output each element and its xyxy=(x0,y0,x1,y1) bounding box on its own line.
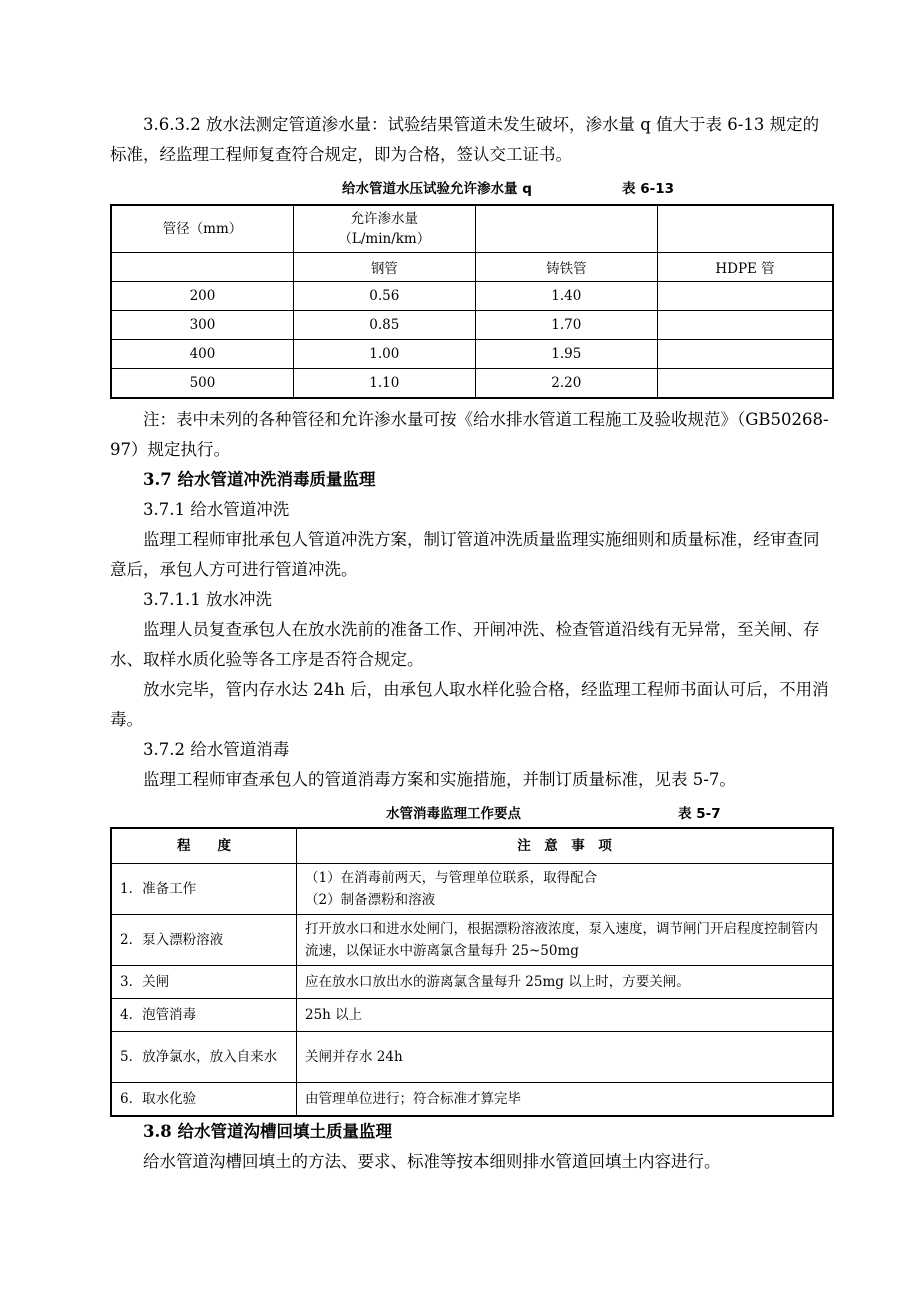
disinfection-table xyxy=(110,827,834,1117)
document-page xyxy=(110,110,834,1177)
section-372-paragraph: 监理工程师审查承包人的管道消毒方案和实施措施，并制订质量标准，见表 5-7。 xyxy=(143,770,736,789)
table-row: 6．取水化验 由管理单位进行；符合标准才算完毕 xyxy=(111,1083,833,1117)
header-allowed-seepage: 允许渗水量 （L/min/km） xyxy=(293,205,475,253)
section-38-heading: 3.8 给水管道沟槽回填土质量监理 xyxy=(143,1122,392,1141)
table1-caption xyxy=(110,170,834,204)
section-371-paragraph: 监理工程师审批承包人管道冲洗方案，制订管道冲洗质量监理实施细则和质量标准，经审查同意后，承包人方可进行管道冲洗。 xyxy=(110,530,820,579)
table-row: 200 0.56 1.40 xyxy=(111,282,833,311)
subheader-empty xyxy=(111,253,293,282)
section-37-heading: 3.7 给水管道冲洗消毒质量监理 xyxy=(143,470,376,489)
subheader-iron: 铸铁管 xyxy=(475,253,657,282)
seepage-table xyxy=(110,204,834,399)
header-empty xyxy=(475,205,657,253)
section-3711-heading: 3.7.1.1 放水冲洗 xyxy=(143,590,272,609)
subheader-steel: 钢管 xyxy=(293,253,475,282)
table1-number: 表 6-13 xyxy=(622,181,674,197)
table1-title: 给水管道水压试验允许渗水量 q xyxy=(342,181,532,197)
section-3711-paragraph-a: 监理人员复查承包人在放水洗前的准备工作、开闸冲洗、检查管道沿线有无异常，至关闸、存水、取样水质化验等各工序是否符合规定。 xyxy=(110,620,820,669)
table-row: 1．准备工作 （1）在消毒前两天，与管理单位联系，取得配合 （2）制备漂粉和溶液 xyxy=(111,864,833,915)
header-notes: 注 意 事 项 xyxy=(297,828,834,864)
subheader-hdpe: HDPE 管 xyxy=(658,253,833,282)
header-diameter: 管径（mm） xyxy=(111,205,293,253)
section-3711-paragraph-b: 放水完毕，管内存水达 24h 后，由承包人取水样化验合格，经监理工程师书面认可后，不用消毒。 xyxy=(110,680,829,729)
section-3632-paragraph: 3.6.3.2 放水法测定管道渗水量：试验结果管道未发生破坏，渗水量 q 值大于表 6-13 规定的标准，经监理工程师复查符合规定，即为合格，签认交工证书。 xyxy=(110,115,820,164)
table2-number: 表 5-7 xyxy=(678,806,721,822)
section-38-paragraph: 给水管道沟槽回填土的方法、要求、标准等按本细则排水管道回填土内容进行。 xyxy=(143,1152,721,1171)
table-row: 3．关闸 应在放水口放出水的游离氯含量每升 25mg 以上时，方要关闸。 xyxy=(111,966,833,999)
table-row: 2．泵入漂粉溶液 打开放水口和进水处闸门，根据漂粉溶液浓度，泵入速度，调节闸门开启程度控制管内流速，以保证水中游离氯含量每升 25~50mg xyxy=(111,915,833,966)
table-row: 5．放净氯水，放入自来水 关闸并存水 24h xyxy=(111,1032,833,1083)
table-row: 500 1.10 2.20 xyxy=(111,369,833,399)
section-372-heading: 3.7.2 给水管道消毒 xyxy=(143,740,290,759)
table-note: 注：表中未列的各种管径和允许渗水量可按《给水排水管道工程施工及验收规范》（GB50268-97）规定执行。 xyxy=(110,410,829,459)
table-row: 400 1.00 1.95 xyxy=(111,340,833,369)
header-step: 程 度 xyxy=(111,828,297,864)
header-empty xyxy=(658,205,833,253)
table-row: 300 0.85 1.70 xyxy=(111,311,833,340)
table2-title: 水管消毒监理工作要点 xyxy=(386,806,521,822)
table-row: 4．泡管消毒 25h 以上 xyxy=(111,999,833,1032)
section-371-heading: 3.7.1 给水管道冲洗 xyxy=(143,500,290,519)
table2-caption xyxy=(110,795,834,827)
